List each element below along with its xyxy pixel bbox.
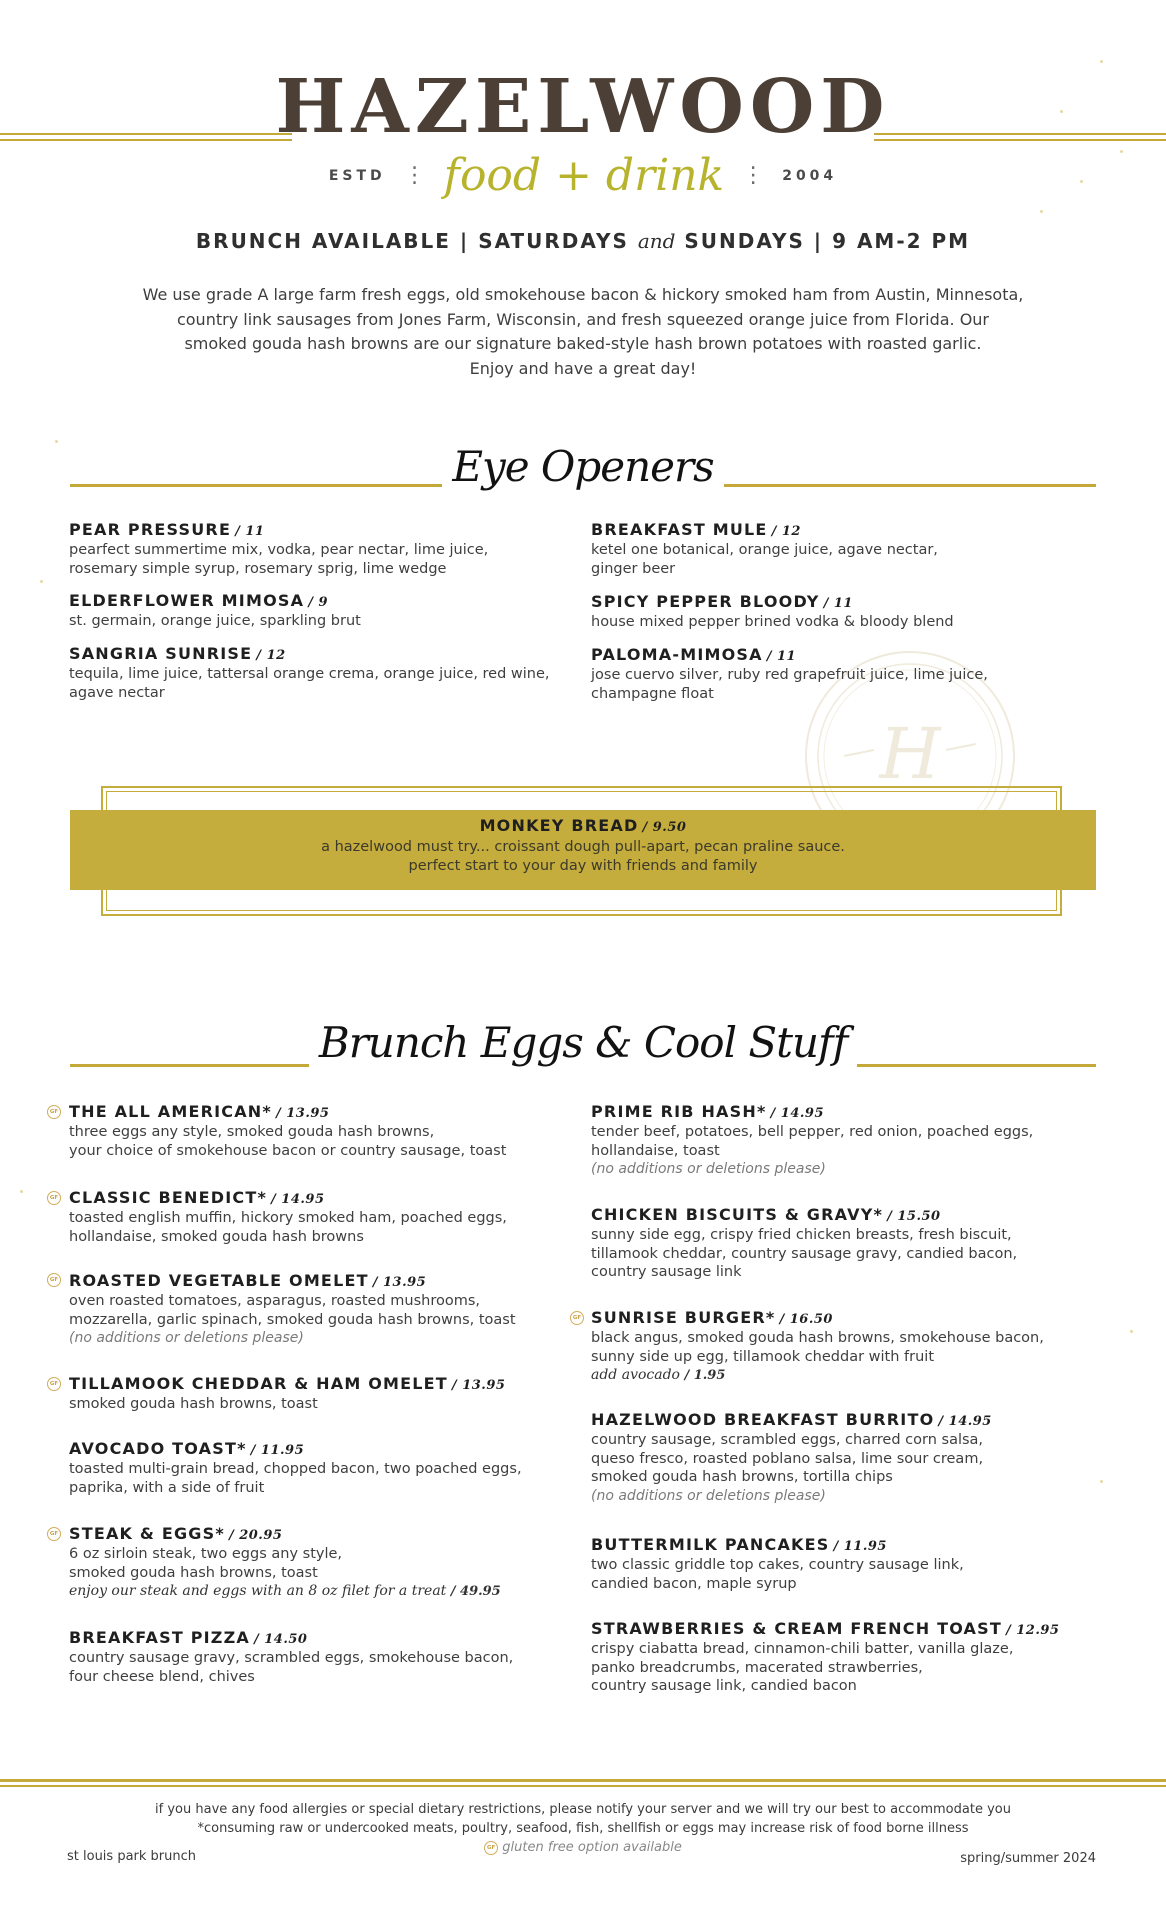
item-desc: paprika, with a side of fruit [69,1479,265,1496]
item-note: (no additions or deletions please) [69,1330,304,1346]
item-desc: sunny side up egg, tillamook cheddar with fruit [591,1348,935,1365]
item-name: SANGRIA SUNRISE [69,644,253,663]
menu-item [591,645,1091,703]
item-desc: country sausage gravy, scrambled eggs, smokehouse bacon, [69,1650,514,1666]
item-desc: champagne float [591,685,714,702]
svg-text:H: H [879,713,941,795]
hours-part2: SUNDAYS | 9 AM-2 PM [684,229,971,253]
item-desc: three eggs any style, smoked gouda hash browns, [69,1124,435,1140]
decorative-speck [40,580,43,583]
item-desc: panko breadcrumbs, macerated strawberries, [591,1659,923,1676]
item-name: AVOCADO TOAST* [69,1439,247,1458]
item-desc: country sausage link, candied bacon [591,1678,857,1694]
item-desc: jose cuervo silver, ruby red grapefruit juice, lime juice, [591,667,988,683]
item-price: / 20.95 [228,1528,283,1543]
menu-item [591,520,1091,578]
item-name: ROASTED VEGETABLE OMELET [69,1271,369,1290]
item-desc: 6 oz sirloin steak, two eggs any style, [69,1546,343,1562]
item-price: / 14.95 [938,1414,992,1429]
item-price: / 11.95 [833,1539,887,1554]
item-desc: agave nectar [69,684,165,701]
item-desc: toasted multi-grain bread, chopped bacon, two poached eggs, [69,1461,522,1477]
item-price: / 12 [771,524,801,539]
menu-item [69,1102,569,1160]
item-name: STRAWBERRIES & CREAM FRENCH TOAST [591,1619,1002,1638]
item-desc: tillamook cheddar, country sausage gravy, candied bacon, [591,1245,1018,1262]
item-price: / 11 [766,649,797,664]
item-name: SPICY PEPPER BLOODY [591,592,820,611]
item-desc: house mixed pepper brined vodka & bloody blend [591,614,954,630]
gluten-free-legend-text: gluten free option available [502,1840,682,1855]
menu-item [69,591,569,631]
hours-part1: BRUNCH AVAILABLE | SATURDAYS [195,229,629,253]
intro-line: We use grade A large farm fresh eggs, old smokehouse bacon & hickory smoked ham from Austin, Minnesota, [142,285,1024,304]
item-price: / 9 [308,595,329,610]
gluten-free-icon: GF [484,1841,498,1855]
intro-text [110,283,1056,381]
item-price: / 13.95 [372,1275,427,1290]
item-desc: hollandaise, smoked gouda hash browns [69,1228,364,1245]
item-name: STEAK & EGGS* [69,1524,225,1543]
brand-logo: HAZELWOOD [275,64,891,150]
item-desc: crispy ciabatta bread, cinnamon-chili batter, vanilla glaze, [591,1641,1014,1657]
menu-item [69,1188,569,1246]
item-desc: toasted english muffin, hickory smoked ham, poached eggs, [69,1210,507,1226]
location-label: st louis park brunch [67,1849,197,1864]
item-desc: hollandaise, toast [591,1142,720,1159]
hours-and: and [637,229,676,253]
item-name: CLASSIC BENEDICT* [69,1188,268,1207]
decorative-speck [1040,210,1043,213]
item-price: / 9.50 [642,820,687,835]
menu-item [69,1628,569,1686]
item-price: / 14.95 [770,1106,824,1121]
item-name: HAZELWOOD BREAKFAST BURRITO [591,1410,935,1429]
item-price: / 12 [256,648,286,663]
item-desc: country sausage, scrambled eggs, charred corn salsa, [591,1432,984,1448]
divider-dots: ⋮ [403,163,426,188]
intro-line: smoked gouda hash browns are our signature baked-style hash brown potatoes with roasted garlic. [184,334,982,353]
item-desc: black angus, smoked gouda hash browns, smokehouse bacon, [591,1330,1044,1346]
brunch-hours [0,229,1166,253]
upgrade-price: / 49.95 [450,1584,501,1599]
item-desc: a hazelwood must try... croissant dough pull-apart, pecan praline sauce. [321,839,845,855]
menu-item [69,520,569,578]
monkey-bread-feature [70,816,1096,875]
item-name: TILLAMOOK CHEDDAR & HAM OMELET [69,1374,448,1393]
item-desc: rosemary simple syrup, rosemary sprig, lime wedge [69,560,447,577]
menu-item [591,592,1091,632]
upgrade-price: / 1.95 [684,1368,726,1383]
item-note: (no additions or deletions please) [591,1487,826,1504]
allergy-notice: if you have any food allergies or special dietary restrictions, please notify your server and we will try our best to accommodate you [155,1802,1011,1817]
item-desc: mozzarella, garlic spinach, smoked gouda hash browns, toast [69,1311,516,1328]
item-name: BREAKFAST MULE [591,520,768,539]
item-price: / 15.50 [887,1209,941,1224]
menu-item [69,1439,569,1497]
item-price: / 14.95 [271,1192,325,1207]
item-name: PALOMA-MIMOSA [591,645,763,664]
item-name: ELDERFLOWER MIMOSA [69,591,305,610]
item-desc: perfect start to your day with friends and family [408,857,758,874]
item-name: SUNRISE BURGER* [591,1308,776,1327]
item-price: / 13.95 [275,1106,330,1121]
estd-label: ESTD [328,168,386,184]
item-name: BUTTERMILK PANCAKES [591,1535,830,1554]
item-desc: candied bacon, maple syrup [591,1575,797,1592]
gluten-free-icon: GF [47,1191,61,1205]
divider-dots: ⋮ [742,163,765,188]
menu-item [69,1271,589,1348]
upgrade-text: enjoy our steak and eggs with an 8 oz filet for a treat [69,1583,447,1599]
menu-item [591,1410,1111,1505]
item-upgrade [591,1366,1111,1385]
menu-item [591,1308,1111,1385]
menu-item [591,1102,1111,1179]
menu-item [69,1524,569,1601]
item-price: / 16.50 [779,1312,833,1327]
item-desc: ketel one botanical, orange juice, agave nectar, [591,542,938,558]
item-desc: tequila, lime juice, tattersal orange crema, orange juice, red wine, [69,666,550,682]
item-desc: country sausage link [591,1264,742,1280]
item-upgrade [69,1582,569,1601]
decorative-speck [20,1190,23,1193]
item-desc: tender beef, potatoes, bell pepper, red onion, poached eggs, [591,1124,1034,1140]
item-price: / 14.50 [253,1632,308,1647]
item-name: BREAKFAST PIZZA [69,1628,250,1647]
menu-item [591,1619,1131,1696]
item-desc: four cheese blend, chives [69,1668,255,1685]
gluten-free-icon: GF [570,1311,584,1325]
item-note: (no additions or deletions please) [591,1161,826,1177]
item-desc: ginger beer [591,560,676,577]
menu-item [591,1205,1111,1282]
item-name: THE ALL AMERICAN* [69,1102,272,1121]
brand-tagline [0,150,1166,201]
decorative-speck [1120,150,1123,153]
tagline-script: food + drink [443,150,725,201]
item-desc: smoked gouda hash browns, toast [69,1564,318,1581]
intro-line: country link sausages from Jones Farm, Wisconsin, and fresh squeezed orange juice from Florida. Our [176,309,990,329]
item-price: / 11 [235,524,265,539]
gluten-free-icon: GF [47,1527,61,1541]
item-desc: smoked gouda hash browns, tortilla chips [591,1469,893,1485]
item-name: MONKEY BREAD [479,816,639,835]
item-desc: queso fresco, roasted poblano salsa, lime sour cream, [591,1450,984,1467]
decorative-speck [1130,1330,1133,1333]
item-price: / 12.95 [1005,1623,1060,1638]
item-desc: smoked gouda hash browns, toast [69,1396,318,1412]
gluten-free-icon: GF [47,1105,61,1119]
season-label: spring/summer 2024 [960,1851,1096,1866]
item-desc: two classic griddle top cakes, country sausage link, [591,1557,964,1573]
gluten-free-icon: GF [47,1377,61,1391]
menu-item [69,644,589,702]
footer-rule [0,1785,1166,1787]
section-title-eye-openers: Eye Openers [0,442,1166,491]
intro-line: Enjoy and have a great day! [469,358,697,378]
item-name: PRIME RIB HASH* [591,1102,767,1121]
estd-year: 2004 [782,168,838,184]
footer-rule [0,1779,1166,1782]
item-name: PEAR PRESSURE [69,520,232,539]
item-desc: oven roasted tomatoes, asparagus, roasted mushrooms, [69,1293,481,1309]
item-price: / 13.95 [451,1378,506,1393]
item-desc: sunny side egg, crispy fried chicken breasts, fresh biscuit, [591,1227,1012,1243]
item-desc: your choice of smokehouse bacon or country sausage, toast [69,1142,507,1159]
raw-food-warning: *consuming raw or undercooked meats, poultry, seafood, fish, shellfish or eggs may increase risk of food borne illness [197,1821,969,1836]
item-name: CHICKEN BISCUITS & GRAVY* [591,1205,884,1224]
section-title-brunch: Brunch Eggs & Cool Stuff [0,1018,1166,1067]
item-desc: st. germain, orange juice, sparkling brut [69,613,361,629]
upgrade-text: add avocado [591,1367,680,1383]
decorative-speck [1100,60,1103,63]
item-desc: pearfect summertime mix, vodka, pear nectar, lime juice, [69,542,489,558]
gluten-free-icon: GF [47,1273,61,1287]
menu-item [591,1535,1111,1593]
item-price: / 11.95 [250,1443,305,1458]
menu-item [69,1374,569,1414]
item-price: / 11 [823,596,853,611]
